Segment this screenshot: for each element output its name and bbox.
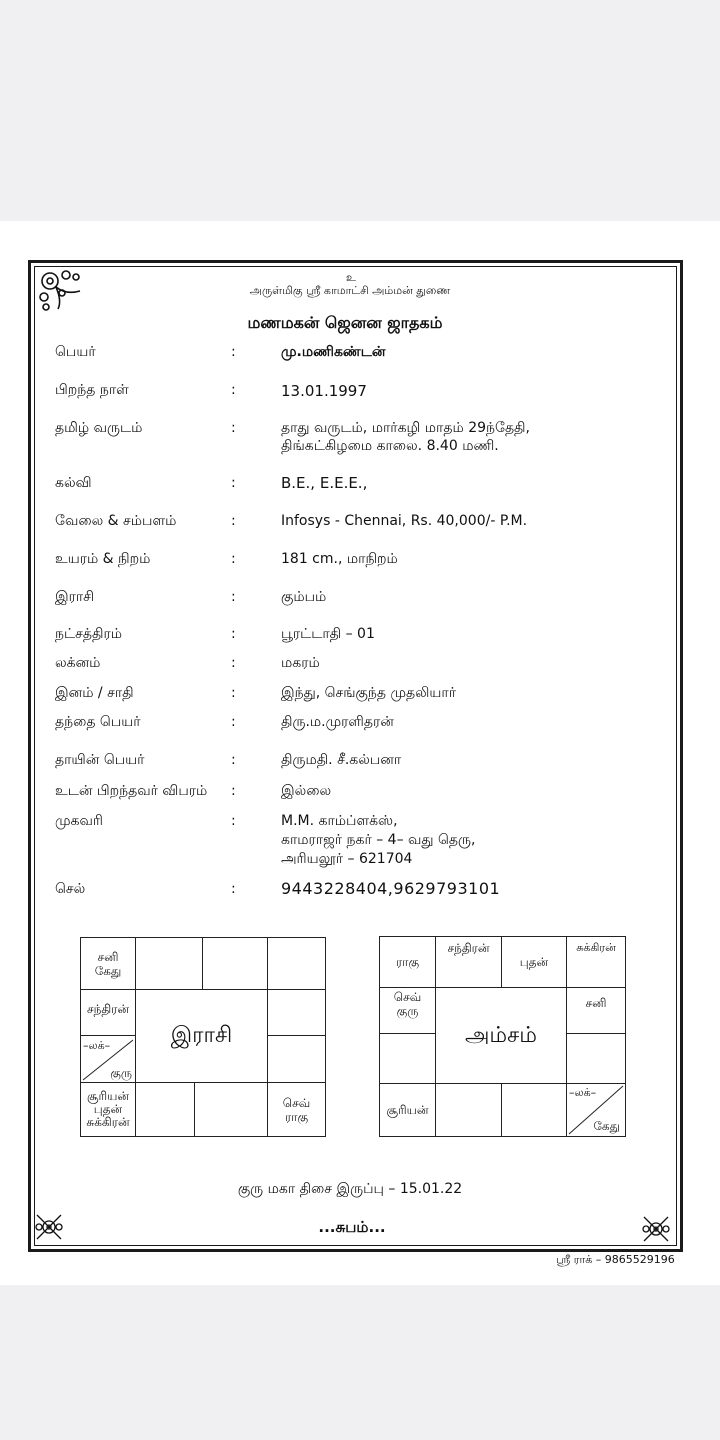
field-value: மு.மணிகண்டன் — [281, 344, 386, 360]
planet-label: செவ் — [282, 1095, 311, 1110]
field-value: 13.01.1997 — [281, 382, 367, 400]
amsam-house — [435, 1083, 502, 1137]
planet-label: ராகு — [395, 955, 420, 969]
rasi-house — [80, 989, 136, 1036]
field-value: பூரட்டாதி – 01 — [281, 626, 375, 642]
field-label: செல் — [55, 881, 86, 897]
lagna-label: –லக்– — [83, 1039, 111, 1052]
amsam-house — [566, 1033, 626, 1084]
amsam-house — [566, 936, 626, 988]
planet-label: கேது — [593, 1119, 620, 1133]
rasi-house — [267, 1082, 326, 1137]
separator: : — [231, 513, 236, 529]
rasi-house — [80, 937, 136, 990]
amsam-house — [501, 936, 567, 988]
separator: : — [231, 813, 236, 829]
field-label: பெயர் — [55, 344, 96, 360]
rasi-house — [135, 1082, 195, 1137]
separator: : — [231, 626, 236, 642]
separator: : — [231, 783, 236, 799]
planet-label: சந்திரன் — [86, 1002, 129, 1016]
amsam-house — [379, 1033, 436, 1084]
field-value: 9443228404,9629793101 — [281, 879, 501, 898]
amsam-center — [435, 987, 567, 1084]
amsam-house — [566, 987, 626, 1034]
planet-label: செவ் — [393, 990, 422, 1004]
field-label: கல்வி — [55, 475, 92, 491]
planet-label: சனி — [97, 949, 119, 964]
planet-label: சனி — [585, 996, 607, 1010]
field-label: தந்தை பெயர் — [55, 714, 141, 730]
planet-label: கேது — [94, 963, 122, 978]
field-label: தாயின் பெயர் — [55, 752, 145, 768]
planet-label: புதன் — [93, 1102, 123, 1116]
separator: : — [231, 714, 236, 730]
planet-label: புதன் — [519, 955, 549, 969]
rasi-house — [267, 937, 326, 990]
field-label: உடன் பிறந்தவர் விபரம் — [55, 783, 208, 799]
planet-label: குரு — [110, 1066, 132, 1080]
planet-label: சந்திரன் — [447, 941, 490, 955]
amsam-center-label: அம்சம் — [464, 1022, 538, 1048]
amsam-lagna-house — [566, 1083, 626, 1137]
separator: : — [231, 881, 236, 897]
om-mark: உ — [346, 271, 356, 284]
field-label: வேலை & சம்பளம் — [55, 513, 177, 529]
planet-label: சூரியன் — [86, 1089, 130, 1103]
amsam-house — [379, 987, 436, 1034]
page-title: மணமகன் ஜெனன ஜாதகம் — [247, 313, 443, 332]
field-label: உயரம் & நிறம் — [55, 551, 151, 567]
planet-label: சுக்கிரன் — [576, 941, 616, 954]
separator: : — [231, 685, 236, 701]
separator: : — [231, 475, 236, 491]
amsam-house — [501, 1083, 567, 1137]
rasi-house — [80, 1082, 136, 1137]
field-value: 181 cm., மாநிறம் — [281, 551, 398, 567]
rasi-lagna-house — [80, 1035, 136, 1083]
rasi-house — [267, 989, 326, 1036]
subam-line: ...சுபம்... — [318, 1218, 386, 1236]
field-value: காமராஜர் நகர் – 4– வது தெரு, — [281, 832, 476, 848]
rasi-house — [267, 1035, 326, 1083]
field-value: கும்பம் — [281, 589, 327, 605]
dasa-line: குரு மகா திசை இருப்பு – 15.01.22 — [237, 1181, 463, 1197]
rasi-center-label: இராசி — [170, 1023, 233, 1048]
amsam-house — [379, 936, 436, 988]
lagna-label: –லக்– — [569, 1086, 597, 1099]
rasi-house — [194, 1082, 268, 1137]
separator: : — [231, 344, 236, 360]
field-value: M.M. காம்ப்ளக்ஸ், — [281, 813, 398, 829]
field-value: திங்கட்கிழமை காலை. 8.40 மணி. — [281, 438, 499, 454]
field-value: திரு.ம.முரளிதரன் — [281, 714, 394, 730]
separator: : — [231, 382, 236, 398]
amsam-house — [435, 936, 502, 988]
separator: : — [231, 551, 236, 567]
field-label: லக்னம் — [55, 655, 101, 671]
field-value: அரியலூர் – 621704 — [281, 851, 413, 867]
planet-label: குரு — [396, 1004, 419, 1018]
field-label: முகவரி — [55, 813, 103, 829]
separator: : — [231, 420, 236, 436]
rasi-center — [135, 989, 268, 1083]
blessing-line: அருள்மிகு ஸ்ரீ காமாட்சி அம்மன் துணை — [249, 284, 451, 297]
amsam-house — [379, 1083, 436, 1137]
printer-credit: ஸ்ரீ ராக் – 9865529196 — [556, 1253, 675, 1266]
rasi-house — [135, 937, 203, 990]
field-value: Infosys - Chennai, Rs. 40,000/- P.M. — [281, 513, 528, 529]
planet-label: ராகு — [284, 1109, 309, 1124]
field-value: திருமதி. சீ.கல்பனா — [281, 752, 402, 768]
field-label: நட்சத்திரம் — [55, 626, 122, 642]
rasi-house — [202, 937, 268, 990]
field-value: தாது வருடம், மார்கழி மாதம் 29ந்தேதி, — [281, 420, 530, 436]
field-label: தமிழ் வருடம் — [55, 420, 143, 436]
separator: : — [231, 589, 236, 605]
field-value: இல்லை — [281, 783, 332, 799]
field-label: இனம் / சாதி — [55, 685, 134, 701]
planet-label: சுக்கிரன் — [86, 1115, 130, 1129]
field-value: B.E., E.E.E., — [281, 474, 368, 492]
field-value: இந்து, செங்குந்த முதலியார் — [281, 685, 457, 701]
field-label: பிறந்த நாள் — [55, 382, 129, 398]
field-label: இராசி — [55, 589, 95, 605]
planet-label: சூரியன் — [386, 1103, 429, 1117]
horoscope-document — [0, 221, 720, 1285]
separator: : — [231, 752, 236, 768]
field-value: மகரம் — [281, 655, 320, 671]
separator: : — [231, 655, 236, 671]
